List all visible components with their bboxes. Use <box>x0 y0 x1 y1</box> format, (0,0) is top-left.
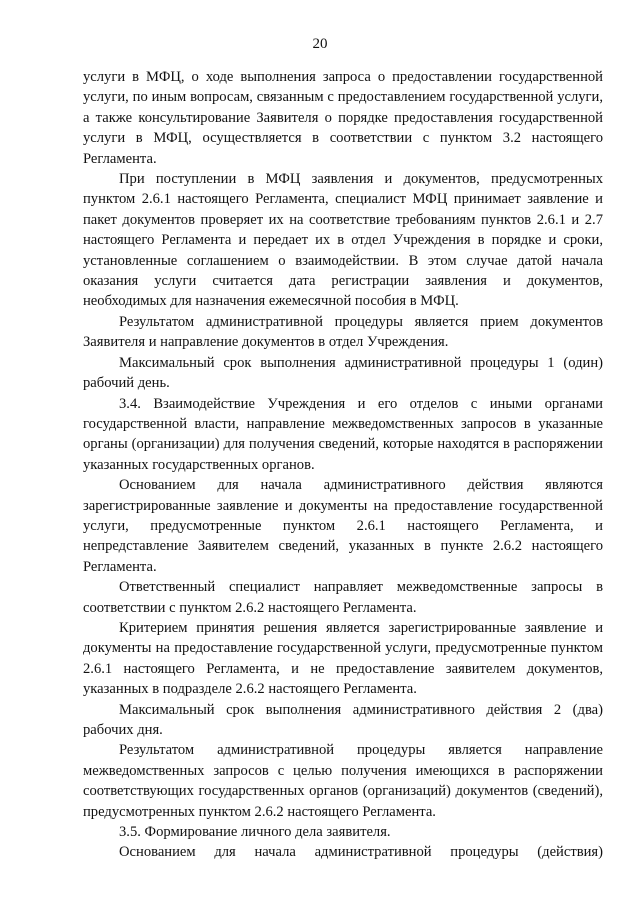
page-number: 20 <box>312 36 328 52</box>
paragraph-section-3-5: 3.5. Формирование личного дела заявителя. <box>119 824 391 841</box>
paragraph-basis: Основанием для начала административного действия являются зарегистрированные заявление и документы на предоставление государственной услуги, предусмотренные пунктом 2.6.1 настоящего Регламента, и непредставление Заявителем сведений, указанных в пункте 2.6.2 настоящего Регламента. <box>83 477 603 575</box>
paragraph-procedure-result: Результатом административной процедуры является прием документов Заявителя и направление документов в отдел Учреждения. <box>83 313 603 351</box>
paragraph-continuation: услуги в МФЦ, о ходе выполнения запроса о предоставлении государственной услуги, по иным вопросам, связанным с предоставлением государственной услуги, а также консультирование Заявителя о порядке предоставления государственной услуги в МФЦ, осуществляется в соответствии с пунктом 3.2 настоящего Регламента. <box>83 69 603 167</box>
document-body <box>83 67 603 863</box>
paragraph-section-3-4: 3.4. Взаимодействие Учреждения и его отделов с иными органами государственной власти, направление межведомственных запросов в указанные органы (организации) для получения сведений, которые находятся в распоряжении указанных государственных органов. <box>83 395 603 473</box>
paragraph-procedure-result-requests: Результатом административной процедуры является направление межведомственных запросов с целью получения имеющихся в распоряжении соответствующих государственных органов (организаций) документов (сведений), предусмотренных пунктом 2.6.2 настоящего Регламента. <box>83 742 603 820</box>
paragraph-basis-start: Основанием для начала административной процедуры (действия) <box>119 844 603 861</box>
paragraph-max-term-action: Максимальный срок выполнения административного действия 2 (два) рабочих дня. <box>83 701 603 738</box>
paragraph-decision-criterion: Критерием принятия решения является зарегистрированные заявление и документы на предоставление государственной услуги, предусмотренные пунктом 2.6.1 настоящего Регламента, и не предоставление заявителем документов, указанных в подразделе 2.6.2 настоящего Регламента. <box>83 619 603 698</box>
paragraph-mfc-receipt: При поступлении в МФЦ заявления и документов, предусмотренных пунктом 2.6.1 настоящего Регламента, специалист МФЦ принимает заявление и пакет документов проверяет их на соответствие требованиям пунктов 2.6.1 и 2.7 настоящего Регламента и передает их в отдел Учреждения в порядке и сроки, установленные соглашением о взаимодействии. В этом случае датой начала оказания услуги считается дата регистрации заявления и документов, необходимых для назначения ежемесячной пособия в МФЦ. <box>83 171 603 310</box>
paragraph-specialist-requests: Ответственный специалист направляет межведомственные запросы в соответствии с пунктом 2.6.2 настоящего Регламента. <box>83 579 603 616</box>
paragraph-max-term: Максимальный срок выполнения административной процедуры 1 (один) рабочий день. <box>83 354 603 392</box>
